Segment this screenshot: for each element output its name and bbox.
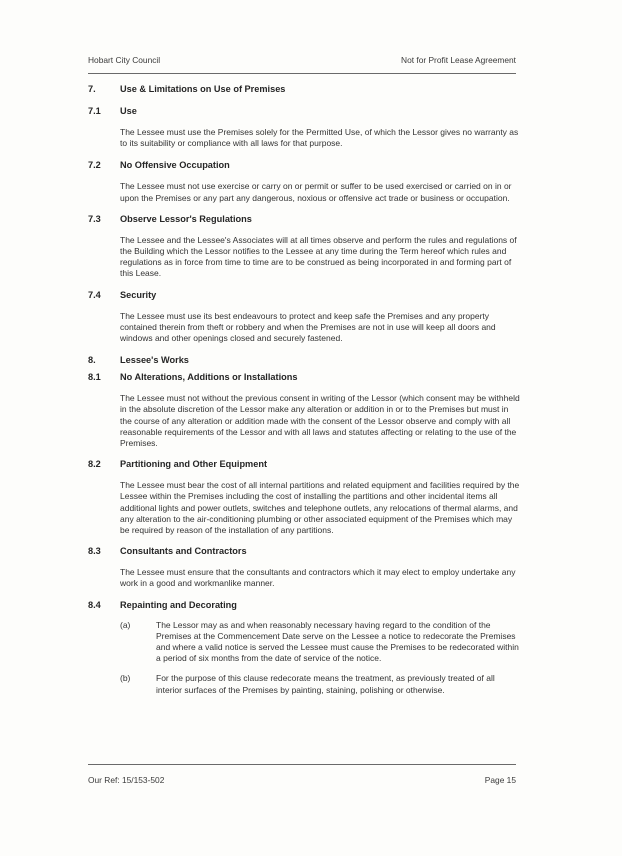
clause-text: The Lessee must not use exercise or carry on or permit or suffer to be used exercised or carried on in or upon the Premises or any part any dangerous, noxious or offensive act trade or business or occupation.: [120, 181, 512, 203]
header-right: Not for Profit Lease Agreement: [401, 55, 516, 65]
sub-clause-text: The Lessor may as and when reasonably necessary having regard to the condition of the Premises at the Commencement Date serve on the Lessee a notice to redecorate the Premises and where a valid notice is served the Lessee must cause the Premises to be redecorated within a period of six months from the date of service of the notice.: [156, 619, 519, 664]
sub-clause-label: (b): [120, 673, 131, 684]
clause-heading: 8.1 No Alterations, Additions or Installations: [88, 372, 298, 383]
clause-heading: 8.3 Consultants and Contractors: [88, 546, 247, 557]
clause-heading: 7.1 Use: [88, 106, 137, 116]
clause-heading: 8.2 Partitioning and Other Equipment: [88, 459, 267, 470]
clause-heading: 7.4 Security: [88, 289, 157, 300]
header-rule: [88, 73, 516, 74]
section-heading: 8. Lessee's Works: [88, 355, 189, 366]
clause-heading: 8.4 Repainting and Decorating: [88, 599, 237, 610]
section-heading: 7. Use & Limitations on Use of Premises: [88, 84, 286, 94]
footer-ref: Our Ref: 15/153-502: [88, 775, 165, 785]
sub-clause: [120, 673, 520, 695]
sub-clause-label: (a): [120, 619, 131, 630]
clause-heading: 7.3 Observe Lessor's Regulations: [88, 213, 252, 224]
page-footer: [88, 775, 516, 785]
clause-text: The Lessee must use the Premises solely for the Permitted Use, of which the Lessor gives no warranty as to its suitability or compliance with all laws for that purpose.: [120, 127, 519, 149]
sub-clause: [120, 620, 520, 665]
page-header: [88, 55, 516, 65]
clause-text: The Lessee must not without the previous consent in writing of the Lessor (which consent may be withheld in the absolute discretion of the Lessor make any alteration or addition in or to the Premises but must in the course of any alteration or addition made with the consent of the Lessor observe and comply with all reasonable requirements of the Lessor and with all laws and statutes affecting or relating to the use of the Premises.: [120, 393, 520, 449]
clause-text: The Lessee must use its best endeavours to protect and keep safe the Premises and any property contained therein from theft or robbery and when the Premises are not in use will keep all doors and windows and other openings closed and securely fastened.: [120, 310, 496, 344]
header-left: Hobart City Council: [88, 55, 161, 65]
clause-heading: 7.2 No Offensive Occupation: [88, 160, 230, 171]
footer-rule: [88, 764, 516, 765]
sub-clause-text: For the purpose of this clause redecorate means the treatment, as previously treated of all interior surfaces of the Premises by painting, staining, polishing or otherwise.: [156, 673, 495, 695]
clause-text: The Lessee must ensure that the consultants and contractors which it may elect to employ undertake any work in a good and workmanlike manner.: [120, 567, 516, 589]
clause-text: The Lessee must bear the cost of all internal partitions and related equipment and facilities required by the Lessee within the Premises including the cost of installing the partitions and other incidental items all additional lights and power outlets, switches and telephone outlets, any relocations of thermal alarms, and any alteration to the air-conditioning plumbing or other associated equipment of the Premises which may be required by reason of the installation of any partitions.: [120, 480, 520, 536]
page-number: Page 15: [484, 775, 516, 785]
clause-text: The Lessee and the Lessee's Associates will at all times observe and perform the rules and regulations of the Building which the Lessor notifies to the Lessee at any time during the Term hereof which rules and regulations as in force from time to time are to be construed as being incorporated in and forming part of this Lease.: [120, 234, 517, 279]
document-body: [88, 83, 520, 696]
